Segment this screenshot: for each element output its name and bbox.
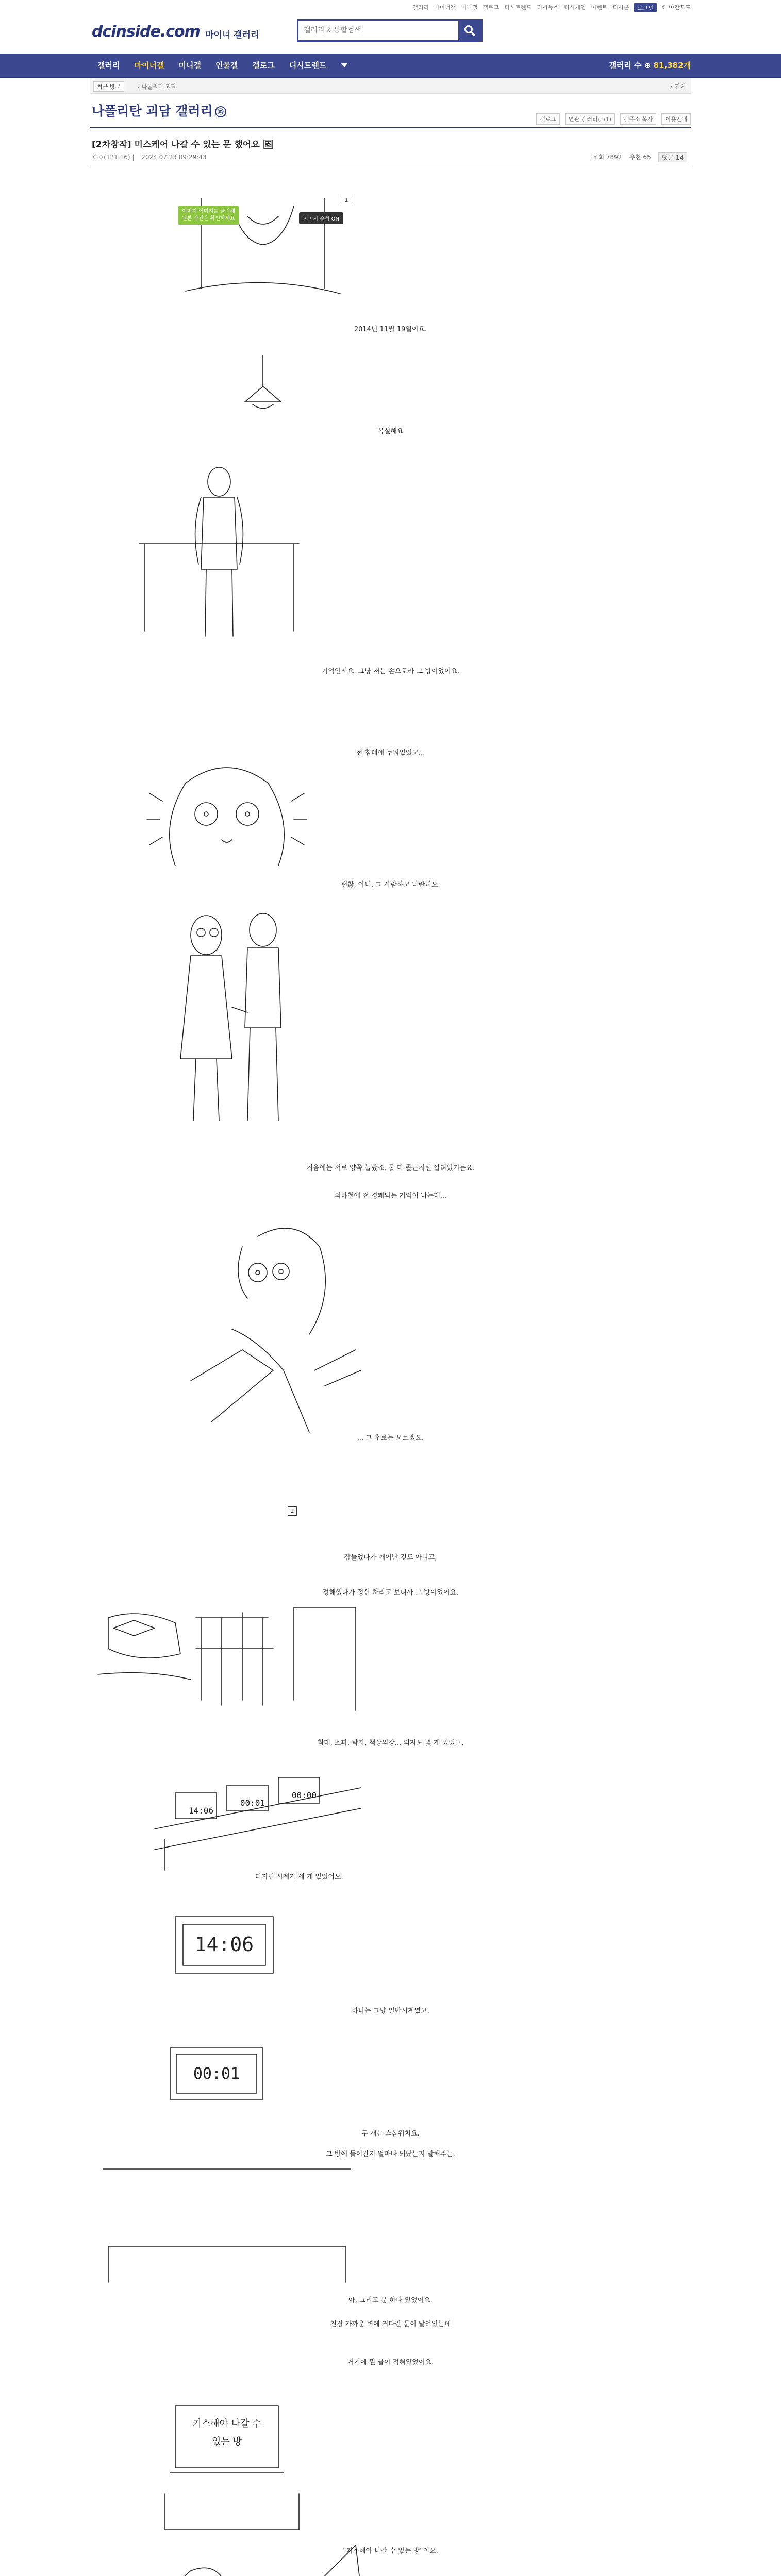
- caption: 의하철에 전 경쾌되는 기억이 나는데...: [334, 1192, 447, 1200]
- caption: 목실해요: [377, 428, 404, 435]
- divider: |: [132, 154, 137, 161]
- night-mode-toggle[interactable]: [662, 3, 691, 12]
- gallery-count-value: 81,382개: [653, 61, 691, 70]
- comic-panel-lamp[interactable]: [217, 355, 309, 422]
- caption: 하나는 그냥 일반시계였고,: [352, 2007, 429, 2015]
- nav-item-person-gallery[interactable]: 인물갤: [215, 61, 238, 70]
- chevron-left-icon: ‹: [138, 83, 142, 90]
- bubble-line: 이미지 이미지를 클릭해: [182, 209, 235, 214]
- breadcrumb: [90, 78, 691, 94]
- post-meta: [92, 152, 207, 161]
- post-title-text: [2차창작] 미스케어 나갈 수 있는 문 했어요: [92, 140, 260, 150]
- nav-item-gallog[interactable]: 갤로그: [252, 61, 275, 70]
- caption: ... 그 후로는 모르겠요.: [357, 1434, 424, 1442]
- comic-panel-standing[interactable]: [139, 466, 299, 641]
- main-nav: [0, 54, 781, 78]
- plus-icon: ⊕: [644, 61, 654, 70]
- breadcrumb-all-button[interactable]: [671, 82, 686, 91]
- post-stats: [592, 152, 687, 162]
- login-button[interactable]: 로그인: [634, 3, 657, 12]
- post-title: [92, 137, 274, 150]
- page-number: 1: [342, 196, 351, 205]
- util-link[interactable]: 디시뉴스: [537, 4, 559, 11]
- nav-item-gallery[interactable]: 갤러리: [97, 61, 120, 70]
- util-link[interactable]: 미니갤: [461, 4, 478, 11]
- image-order-tooltip[interactable]: 이미지 순서 ON: [299, 212, 343, 224]
- nav-item-mini-gallery[interactable]: 미니갤: [178, 61, 201, 70]
- top-utility-bar: [0, 0, 781, 13]
- post-author[interactable]: ㅇㅇ(121.16): [92, 154, 130, 161]
- comic-panel-couple[interactable]: [165, 904, 314, 1126]
- gallery-title[interactable]: [92, 101, 226, 120]
- recent-visit-button[interactable]: 최근 방문: [93, 81, 124, 92]
- site-logo-subtitle[interactable]: 마이너 갤러리: [205, 30, 259, 40]
- minor-gallery-icon: ⓜ: [215, 106, 226, 117]
- breadcrumb-label: 나폴리탄 괴담: [141, 83, 177, 90]
- site-logo[interactable]: dcinside.com: [92, 23, 200, 41]
- image-info-bubble: [178, 206, 239, 225]
- caption: 침대, 소파, 탁자, 책상의장... 의자도 몇 개 있었고,: [317, 1739, 464, 1747]
- util-link[interactable]: 갤로그: [483, 4, 500, 11]
- caption: 2014년 11월 19일이요.: [354, 326, 427, 333]
- copy-address-button[interactable]: 갤주소 복사: [620, 113, 657, 125]
- caption: 잠들었다가 깨어난 것도 아니고,: [344, 1554, 437, 1562]
- comic-panel-clocks-shelf[interactable]: [155, 1767, 361, 1870]
- clock-readout: 00:00: [291, 1790, 317, 1800]
- chevron-right-icon: ›: [670, 83, 675, 90]
- caption: 거기에 뭔 글이 적혀있었어요.: [347, 2359, 434, 2366]
- comic-panel-girl-leaning[interactable]: [180, 1216, 361, 1432]
- comic-panel-empty-room[interactable]: [98, 2164, 356, 2287]
- search-button[interactable]: [458, 21, 481, 40]
- post-date: 2024.07.23 09:29:43: [141, 154, 207, 161]
- caption: 디지털 시계가 세 개 있었어요.: [255, 1873, 343, 1881]
- breadcrumb-path[interactable]: [138, 82, 176, 91]
- util-link[interactable]: 디시트렌드: [504, 4, 532, 11]
- nav-more-button[interactable]: [334, 54, 355, 77]
- moon-icon: ☾: [662, 4, 669, 11]
- nav-item-minor-gallery[interactable]: 마이너갤: [134, 61, 164, 70]
- caption: 그 방에 들어간지 얼마나 되났는지 말해주는.: [326, 2150, 455, 2158]
- gallery-title-text: 나폴리탄 괴담 갤러리: [92, 104, 213, 118]
- caption: 아, 그리고 문 하나 있었어요.: [348, 2297, 433, 2304]
- image-icon: 🖼: [262, 140, 274, 150]
- caret-down-icon: [341, 63, 348, 68]
- breadcrumb-all-label: 전체: [674, 83, 686, 90]
- util-link[interactable]: 갤러리: [412, 4, 429, 11]
- nav-item-dc-trend[interactable]: 디시트렌드: [289, 61, 327, 70]
- caption: 천장 가까운 벽에 커다란 문이 달려있는데: [330, 2320, 451, 2328]
- utility-links: [412, 3, 691, 12]
- bubble-line: 원본 사진을 확인하세요: [182, 216, 235, 222]
- post-views: 조회 7892: [592, 154, 622, 161]
- sign-text: 있는 방: [212, 2436, 242, 2447]
- util-link[interactable]: 디시게임: [563, 4, 586, 11]
- comic-panel-room[interactable]: [98, 1597, 361, 1716]
- caption: 정해했다가 정신 차리고 보니까 그 방이었어요.: [322, 1589, 459, 1597]
- search-icon: [464, 25, 475, 36]
- page-number: 2: [288, 1506, 297, 1516]
- search-box: [297, 19, 483, 42]
- caption: 처음에는 서로 양쪽 놀랐죠, 둘 다 졸근처런 깔려있거든요.: [306, 1164, 475, 1172]
- clock-readout: 00:01: [240, 1798, 265, 1808]
- clock-main-readout: 14:06: [194, 1933, 254, 1956]
- site-header: [0, 13, 781, 54]
- gallery-count[interactable]: [609, 54, 691, 77]
- post-comments-button[interactable]: 댓글 14: [658, 152, 687, 162]
- caption: 기억인서요. 그냥 저는 손으로라 그 방이었어요.: [321, 668, 460, 675]
- guide-button[interactable]: 이용안내: [661, 113, 691, 125]
- related-gallery-button[interactable]: 연관 갤러리(1/1): [565, 113, 615, 125]
- caption: 괜찮, 아니, 그 사람하고 나란히요.: [341, 881, 440, 889]
- comic-panel-frame[interactable]: [160, 2488, 304, 2535]
- caption: 전 침대에 누워있었고...: [356, 749, 425, 757]
- stopwatch-readout: 00:01: [193, 2065, 240, 2083]
- caption: 두 개는 스톱워치요.: [361, 2130, 420, 2138]
- util-link[interactable]: 이벤트: [591, 4, 608, 11]
- caption: “키스해야 나갈 수 있는 방”이요.: [343, 2547, 438, 2555]
- util-link[interactable]: 디시콘: [612, 4, 629, 11]
- search-input[interactable]: [304, 26, 453, 34]
- comic-panel-person-door[interactable]: [149, 2530, 366, 2576]
- title-divider: [90, 127, 691, 128]
- gallery-tools: [536, 113, 691, 125]
- sign-text: 키스해야 나갈 수: [192, 2418, 261, 2429]
- comic-panel-face-shocked[interactable]: [139, 762, 314, 871]
- gallog-button[interactable]: 갤로그: [536, 113, 560, 125]
- clock-readout: 14:06: [188, 1806, 214, 1816]
- gallery-count-label: 갤러리 수: [609, 61, 642, 70]
- util-link[interactable]: 마이너갤: [434, 4, 456, 11]
- post-recommend: 추천 65: [629, 154, 651, 161]
- night-mode-label: 야간모드: [669, 4, 691, 11]
